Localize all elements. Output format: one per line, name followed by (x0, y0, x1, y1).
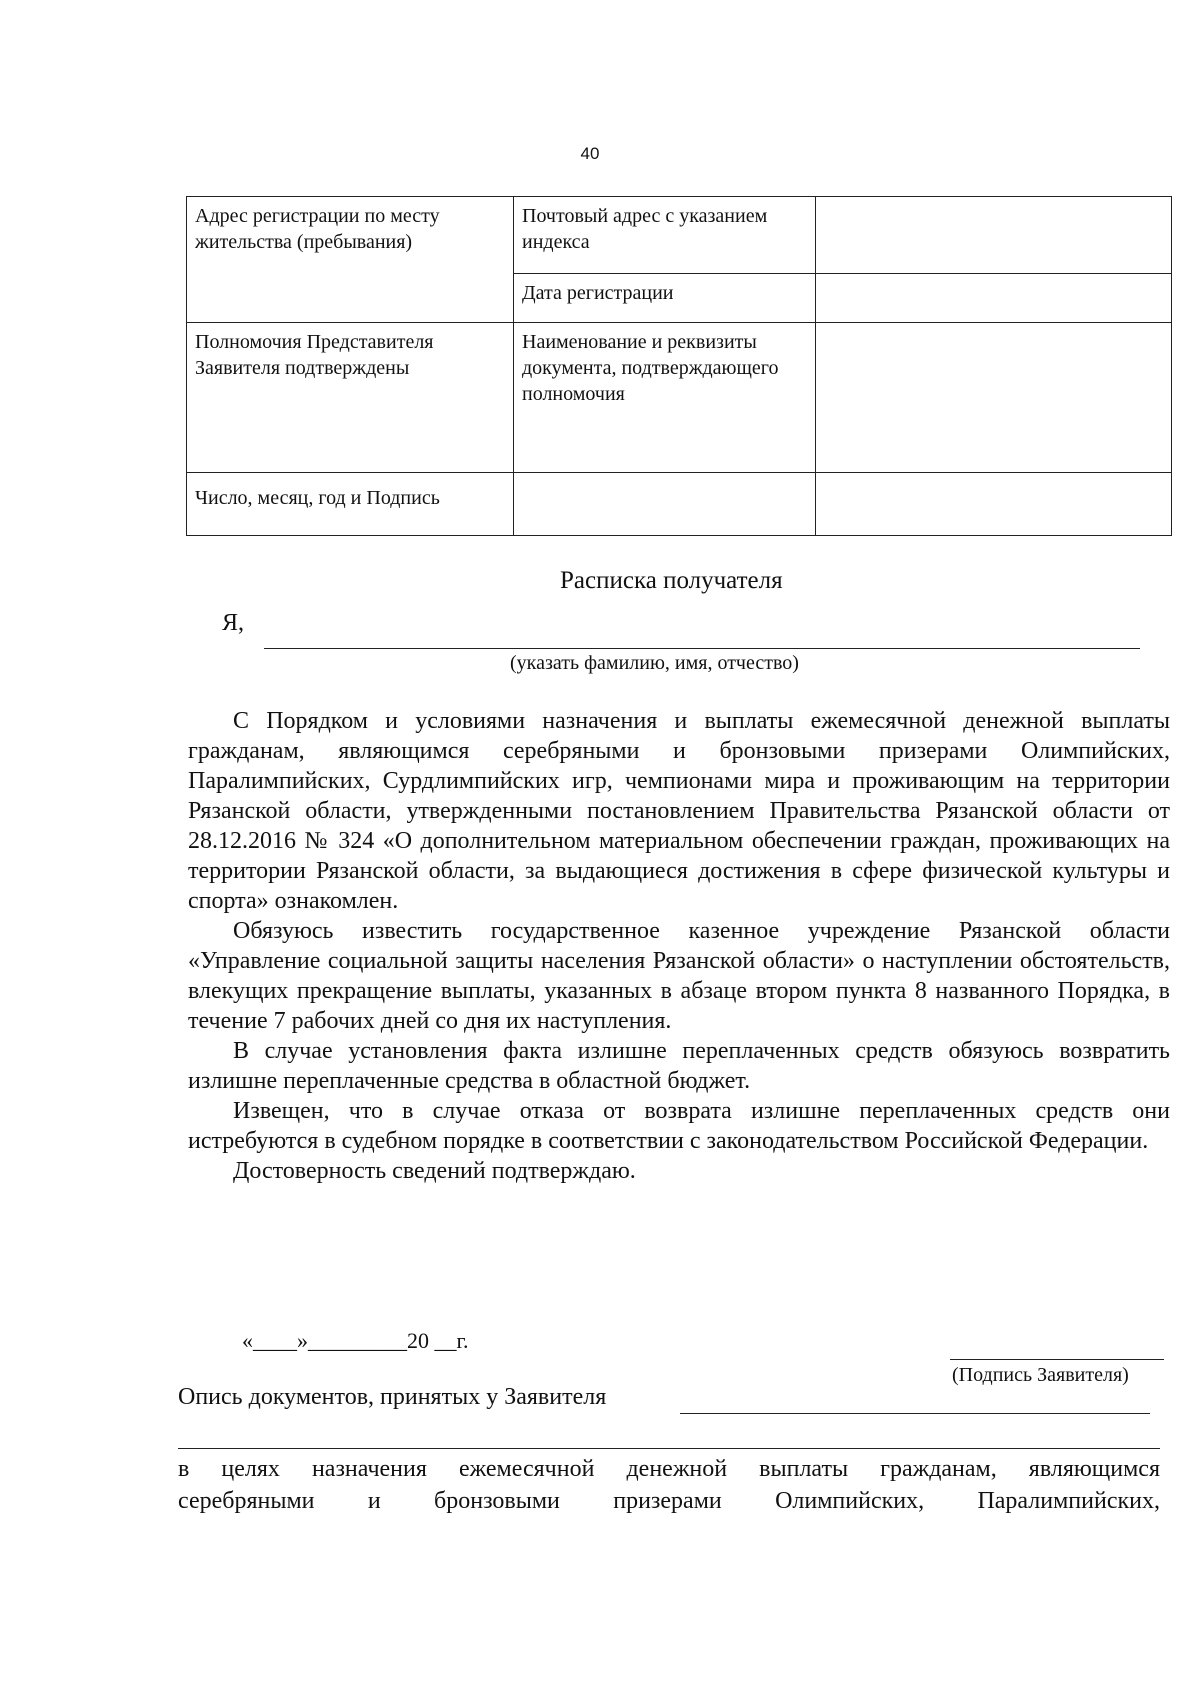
table-row (187, 323, 1172, 473)
table-row (187, 197, 1172, 274)
inventory-input-line-2[interactable] (178, 1448, 1160, 1449)
inventory-label: Опись документов, принятых у Заявителя (178, 1384, 607, 1410)
table-row (187, 473, 1172, 536)
date-template: «____»_________20 __г. (242, 1328, 469, 1353)
field-label: Наименование и реквизиты документа, подтверждающего полномочия (514, 323, 816, 473)
inventory-purpose-text (178, 1453, 1160, 1517)
text-line: в целях назначения ежемесячной денежной выплаты гражданам, являющимся (178, 1456, 1160, 1482)
page-number: 40 (580, 144, 600, 163)
signature-line[interactable] (950, 1359, 1164, 1360)
paragraph: С Порядком и условиями назначения и выплаты ежемесячной денежной выплаты гражданам, являющимся серебряными и бронзовыми призерами Олимпийских, Паралимпийских, Сурдлимпийских игр, чемпионами мира и проживающим на территории Рязанской области, утвержденными постановлением Правительства Рязанской области от 28.12.2016 № 324 «О дополнительном материальном обеспечении граждан, проживающих на территории Рязанской области, за выдающиеся достижения в сфере физической культуры и спорта» ознакомлен. (188, 708, 1170, 914)
paragraph: Достоверность сведений подтверждаю. (233, 1158, 636, 1184)
signature-hint: (Подпись Заявителя) (952, 1364, 1129, 1386)
text-line: серебряными и бронзовыми призерами Олимпийских, Паралимпийских, (178, 1488, 1160, 1514)
applicant-info-table (186, 196, 1172, 536)
postal-address-value[interactable] (816, 197, 1172, 274)
field-label: Почтовый адрес с указанием индекса (514, 197, 816, 274)
date-value[interactable] (514, 473, 816, 536)
field-label: Дата регистрации (514, 274, 816, 323)
paragraph: В случае установления факта излишне переплаченных средств обязуюсь возвратить излишне переплаченные средства в областной бюджет. (188, 1038, 1170, 1094)
registration-date-value[interactable] (816, 274, 1172, 323)
signature-value[interactable] (816, 473, 1172, 536)
paragraph: Извещен, что в случае отказа от возврата излишне переплаченных средств они истребуются в судебном порядке в соответствии с законодательством Российской Федерации. (188, 1098, 1170, 1154)
paragraph: Обязуюсь известить государственное казенное учреждение Рязанской области «Управление социальной защиты населения Рязанской области» о наступлении обстоятельств, влекущих прекращение выплаты, указанных в абзаце втором пункта 8 названного Порядка, в течение 7 рабочих дней со дня их наступления. (188, 918, 1170, 1034)
row-label: Число, месяц, год и Подпись (187, 473, 514, 536)
inventory-input-line[interactable] (680, 1413, 1150, 1414)
authority-document-value[interactable] (816, 323, 1172, 473)
ya-label: Я, (222, 610, 245, 636)
receipt-body (188, 706, 1170, 1186)
fio-input-line[interactable] (264, 648, 1140, 649)
row-label: Адрес регистрации по месту жительства (пребывания) (187, 197, 514, 323)
row-label: Полномочия Представителя Заявителя подтверждены (187, 323, 514, 473)
